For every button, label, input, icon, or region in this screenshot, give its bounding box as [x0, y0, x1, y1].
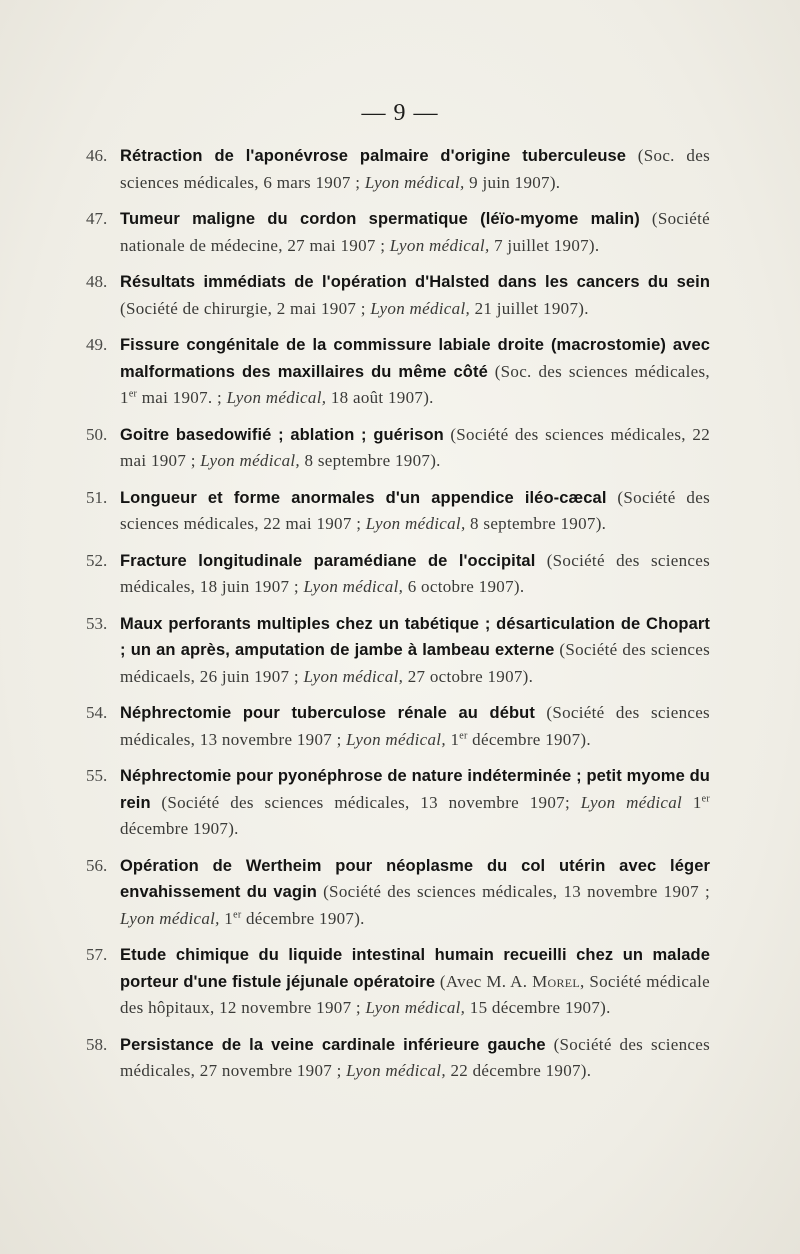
list-item	[86, 942, 710, 1021]
bibliography-list	[86, 143, 710, 1095]
entry-reference: (Soc. des sciences médicales, 1er mai 1907. ; Lyon médical, 18 août 1907).	[120, 361, 710, 407]
entry-title: Fracture longitudinale paramédiane de l'occipital	[120, 551, 536, 570]
entry-reference: (Société nationale de médecine, 27 mai 1907 ; Lyon médical, 7 juillet 1907).	[120, 209, 710, 255]
entry-title: Longueur et forme anormales d'un appendice iléo-cæcal	[120, 488, 607, 507]
journal-name: Lyon médical,	[120, 908, 220, 928]
journal-name: Lyon médical,	[389, 235, 490, 255]
list-item	[86, 422, 710, 474]
list-item	[86, 763, 710, 842]
entry-number: 49.	[86, 335, 108, 354]
entry-number: 54.	[86, 703, 108, 722]
entry-number: 56.	[86, 855, 108, 875]
list-item	[86, 332, 710, 411]
entry-reference: (Société des sciences médicales, 18 juin 1907 ; Lyon médical, 6 octobre 1907).	[120, 550, 710, 596]
entry-title: Rétraction de l'aponévrose palmaire d'origine tuberculeuse	[120, 147, 627, 165]
entry-title: Néphrectomie pour tuberculose rénale au début	[120, 704, 535, 722]
journal-name: Lyon médical,	[370, 298, 471, 318]
entry-title: Persistance de la veine cardinale inférieure gauche	[120, 1035, 546, 1054]
list-item	[86, 700, 710, 752]
entry-title: Goitre basedowifié ; ablation ; guérison	[120, 425, 444, 444]
journal-name: Lyon médical	[580, 792, 683, 812]
entry-reference: (Société des sciences médicales, 22 mai 1907 ; Lyon médical, 8 septembre 1907).	[120, 424, 710, 470]
entry-title: Néphrectomie pour pyonéphrose de nature indéterminée ; petit myome du rein	[120, 767, 710, 812]
entry-number: 58.	[86, 1034, 108, 1054]
entry-title: Etude chimique du liquide intestinal humain recueilli chez un malade porteur d'une fistule jéjunale opératoire	[120, 946, 710, 991]
list-item	[86, 206, 710, 258]
list-item	[86, 485, 710, 537]
list-item	[86, 611, 710, 690]
journal-name: Lyon médical,	[346, 729, 446, 749]
list-item	[86, 1032, 710, 1084]
entry-reference: (Société des sciences médicales, 22 mai 1907 ; Lyon médical, 8 septembre 1907).	[120, 487, 710, 533]
journal-name: Lyon médical,	[200, 451, 300, 470]
journal-name: Lyon médical,	[365, 998, 466, 1017]
entry-number: 57.	[86, 945, 108, 964]
entry-reference: (Société des sciences médicales, 27 novembre 1907 ; Lyon médical, 22 décembre 1907).	[120, 1034, 710, 1080]
entry-title: Fissure congénitale de la commissure labiale droite (macrostomie) avec malformations des maxillaires du même côté	[120, 336, 710, 381]
entry-reference: (Société des sciences médicales, 13 novembre 1907 ; Lyon médical, 1er décembre 1907).	[120, 882, 711, 928]
entry-reference: (Société des sciences médicales, 13 novembre 1907; Lyon médical 1er décembre 1907).	[120, 792, 710, 838]
entry-title: Résultats immédiats de l'opération d'Halsted dans les cancers du sein	[120, 273, 710, 291]
journal-name: Lyon médical,	[226, 388, 327, 407]
entry-reference: (Société des sciences médicaels, 26 juin 1907 ; Lyon médical, 27 octobre 1907).	[120, 640, 710, 686]
journal-name: Lyon médical,	[365, 514, 466, 533]
journal-name: Lyon médical,	[303, 666, 404, 686]
author-name: Morel	[532, 971, 581, 991]
journal-name: Lyon médical,	[346, 1061, 446, 1080]
list-item	[86, 853, 710, 932]
entry-title: Maux perforants multiples chez un tabétique ; désarticulation de Chopart ; un an après, amputation de jambe à lambeau externe	[120, 614, 710, 659]
entry-title: Tumeur maligne du cordon spermatique (léïo-myome malin)	[120, 210, 640, 228]
entry-number: 48.	[86, 272, 108, 291]
journal-name: Lyon médical,	[303, 577, 404, 596]
entry-title: Opération de Wertheim pour néoplasme du col utérin avec léger envahissement du vagin	[120, 856, 710, 901]
list-item	[86, 143, 710, 195]
entry-reference: (Avec M. A. Morel, Société médicale des hôpitaux, 12 novembre 1907 ; Lyon médical, 15 décembre 1907).	[120, 971, 710, 1017]
entry-number: 47.	[86, 209, 108, 228]
entry-reference: (Soc. des sciences médicales, 6 mars 1907 ; Lyon médical, 9 juin 1907).	[120, 146, 710, 192]
page-number: — 9 —	[361, 100, 439, 126]
entry-number: 46.	[86, 146, 108, 165]
entry-reference: (Société des sciences médicales, 13 novembre 1907 ; Lyon médical, 1er décembre 1907).	[120, 703, 710, 749]
list-item	[86, 548, 710, 600]
entry-number: 51.	[86, 487, 108, 507]
entry-number: 55.	[86, 766, 108, 785]
list-item	[86, 269, 710, 321]
journal-name: Lyon médical,	[364, 172, 465, 192]
entry-number: 50.	[86, 424, 108, 444]
entry-number: 53.	[86, 613, 108, 633]
entry-reference: (Société de chirurgie, 2 mai 1907 ; Lyon médical, 21 juillet 1907).	[120, 298, 589, 318]
entry-number: 52.	[86, 550, 108, 570]
